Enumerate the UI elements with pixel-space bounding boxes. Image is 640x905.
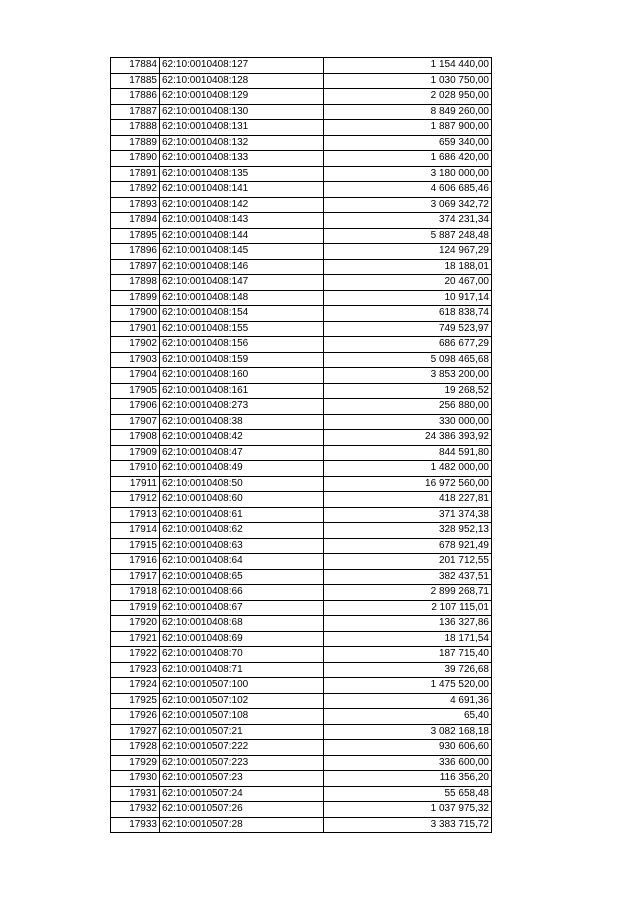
table-row — [111, 538, 492, 554]
table-row — [111, 771, 492, 787]
table-row — [111, 430, 492, 446]
cadastral-number-cell: 62:10:0010507:24 — [160, 786, 324, 802]
value-cell: 1 030 750,00 — [324, 73, 492, 89]
value-cell: 618 838,74 — [324, 306, 492, 322]
value-cell: 65,40 — [324, 709, 492, 725]
value-cell: 3 069 342,72 — [324, 197, 492, 213]
row-number-cell: 17904 — [111, 368, 160, 384]
table-row — [111, 600, 492, 616]
table-row — [111, 709, 492, 725]
table-row — [111, 678, 492, 694]
value-cell: 1 686 420,00 — [324, 151, 492, 167]
value-cell: 8 849 260,00 — [324, 104, 492, 120]
row-number-cell: 17901 — [111, 321, 160, 337]
cadastral-number-cell: 62:10:0010408:49 — [160, 461, 324, 477]
cadastral-number-cell: 62:10:0010408:65 — [160, 569, 324, 585]
cadastral-number-cell: 62:10:0010507:222 — [160, 740, 324, 756]
row-number-cell: 17915 — [111, 538, 160, 554]
row-number-cell: 17902 — [111, 337, 160, 353]
cadastral-number-cell: 62:10:0010408:145 — [160, 244, 324, 260]
row-number-cell: 17903 — [111, 352, 160, 368]
value-cell: 336 600,00 — [324, 755, 492, 771]
row-number-cell: 17918 — [111, 585, 160, 601]
row-number-cell: 17885 — [111, 73, 160, 89]
cadastral-number-cell: 62:10:0010507:28 — [160, 817, 324, 833]
value-cell: 16 972 560,00 — [324, 476, 492, 492]
value-cell: 371 374,38 — [324, 507, 492, 523]
value-cell: 10 917,14 — [324, 290, 492, 306]
table-row — [111, 740, 492, 756]
table-row — [111, 523, 492, 539]
row-number-cell: 17906 — [111, 399, 160, 415]
cadastral-number-cell: 62:10:0010408:60 — [160, 492, 324, 508]
table-row — [111, 647, 492, 663]
row-number-cell: 17900 — [111, 306, 160, 322]
value-cell: 1 475 520,00 — [324, 678, 492, 694]
value-cell: 1 482 000,00 — [324, 461, 492, 477]
value-cell: 1 154 440,00 — [324, 58, 492, 74]
table-row — [111, 290, 492, 306]
cadastral-number-cell: 62:10:0010408:147 — [160, 275, 324, 291]
cadastral-number-cell: 62:10:0010408:71 — [160, 662, 324, 678]
table-row — [111, 492, 492, 508]
row-number-cell: 17924 — [111, 678, 160, 694]
table-row — [111, 73, 492, 89]
table-row — [111, 135, 492, 151]
value-cell: 328 952,13 — [324, 523, 492, 539]
row-number-cell: 17933 — [111, 817, 160, 833]
value-cell: 330 000,00 — [324, 414, 492, 430]
table-row — [111, 228, 492, 244]
value-cell: 5 887 248,48 — [324, 228, 492, 244]
table-row — [111, 693, 492, 709]
value-cell: 374 231,34 — [324, 213, 492, 229]
cadastral-number-cell: 62:10:0010408:68 — [160, 616, 324, 632]
table-body — [111, 58, 492, 833]
row-number-cell: 17923 — [111, 662, 160, 678]
table-row — [111, 414, 492, 430]
value-cell: 1 037 975,32 — [324, 802, 492, 818]
value-cell: 5 098 465,68 — [324, 352, 492, 368]
cadastral-number-cell: 62:10:0010408:127 — [160, 58, 324, 74]
row-number-cell: 17930 — [111, 771, 160, 787]
row-number-cell: 17920 — [111, 616, 160, 632]
table-row — [111, 554, 492, 570]
cadastral-number-cell: 62:10:0010408:63 — [160, 538, 324, 554]
value-cell: 2 028 950,00 — [324, 89, 492, 105]
row-number-cell: 17925 — [111, 693, 160, 709]
cadastral-number-cell: 62:10:0010507:108 — [160, 709, 324, 725]
cadastral-number-cell: 62:10:0010507:100 — [160, 678, 324, 694]
value-cell: 3 082 168,18 — [324, 724, 492, 740]
row-number-cell: 17887 — [111, 104, 160, 120]
value-cell: 4 691,36 — [324, 693, 492, 709]
value-cell: 418 227,81 — [324, 492, 492, 508]
value-cell: 3 180 000,00 — [324, 166, 492, 182]
row-number-cell: 17893 — [111, 197, 160, 213]
table-row — [111, 399, 492, 415]
cadastral-number-cell: 62:10:0010408:131 — [160, 120, 324, 136]
cadastral-number-cell: 62:10:0010408:143 — [160, 213, 324, 229]
table-row — [111, 120, 492, 136]
cadastral-number-cell: 62:10:0010408:50 — [160, 476, 324, 492]
value-cell: 1 887 900,00 — [324, 120, 492, 136]
row-number-cell: 17895 — [111, 228, 160, 244]
cadastral-number-cell: 62:10:0010507:102 — [160, 693, 324, 709]
cadastral-number-cell: 62:10:0010408:146 — [160, 259, 324, 275]
row-number-cell: 17897 — [111, 259, 160, 275]
row-number-cell: 17931 — [111, 786, 160, 802]
cadastral-number-cell: 62:10:0010408:67 — [160, 600, 324, 616]
table-row — [111, 352, 492, 368]
row-number-cell: 17890 — [111, 151, 160, 167]
value-cell: 3 383 715,72 — [324, 817, 492, 833]
table-row — [111, 383, 492, 399]
value-cell: 930 606,60 — [324, 740, 492, 756]
cadastral-number-cell: 62:10:0010408:132 — [160, 135, 324, 151]
row-number-cell: 17917 — [111, 569, 160, 585]
table-row — [111, 616, 492, 632]
value-cell: 18 171,54 — [324, 631, 492, 647]
row-number-cell: 17913 — [111, 507, 160, 523]
cadastral-number-cell: 62:10:0010408:161 — [160, 383, 324, 399]
value-cell: 201 712,55 — [324, 554, 492, 570]
cadastral-number-cell: 62:10:0010408:66 — [160, 585, 324, 601]
cadastral-number-cell: 62:10:0010507:26 — [160, 802, 324, 818]
row-number-cell: 17921 — [111, 631, 160, 647]
cadastral-number-cell: 62:10:0010507:23 — [160, 771, 324, 787]
table-row — [111, 182, 492, 198]
cadastral-number-cell: 62:10:0010507:21 — [160, 724, 324, 740]
table-row — [111, 507, 492, 523]
table-row — [111, 476, 492, 492]
row-number-cell: 17888 — [111, 120, 160, 136]
table-row — [111, 321, 492, 337]
cadastral-number-cell: 62:10:0010408:142 — [160, 197, 324, 213]
cadastral-number-cell: 62:10:0010408:155 — [160, 321, 324, 337]
row-number-cell: 17892 — [111, 182, 160, 198]
row-number-cell: 17891 — [111, 166, 160, 182]
row-number-cell: 17911 — [111, 476, 160, 492]
cadastral-number-cell: 62:10:0010507:223 — [160, 755, 324, 771]
table-row — [111, 213, 492, 229]
value-cell: 686 677,29 — [324, 337, 492, 353]
cadastral-number-cell: 62:10:0010408:154 — [160, 306, 324, 322]
value-cell: 39 726,68 — [324, 662, 492, 678]
value-cell: 2 107 115,01 — [324, 600, 492, 616]
value-cell: 24 386 393,92 — [324, 430, 492, 446]
table-row — [111, 151, 492, 167]
table-row — [111, 368, 492, 384]
row-number-cell: 17899 — [111, 290, 160, 306]
table-row — [111, 89, 492, 105]
table-row — [111, 104, 492, 120]
cadastral-number-cell: 62:10:0010408:64 — [160, 554, 324, 570]
table-row — [111, 445, 492, 461]
value-cell: 136 327,86 — [324, 616, 492, 632]
cadastral-number-cell: 62:10:0010408:148 — [160, 290, 324, 306]
value-cell: 659 340,00 — [324, 135, 492, 151]
value-cell: 4 606 685,46 — [324, 182, 492, 198]
row-number-cell: 17907 — [111, 414, 160, 430]
cadastral-number-cell: 62:10:0010408:156 — [160, 337, 324, 353]
row-number-cell: 17929 — [111, 755, 160, 771]
row-number-cell: 17909 — [111, 445, 160, 461]
cadastral-number-cell: 62:10:0010408:47 — [160, 445, 324, 461]
table-row — [111, 662, 492, 678]
row-number-cell: 17916 — [111, 554, 160, 570]
value-cell: 55 658,48 — [324, 786, 492, 802]
cadastral-number-cell: 62:10:0010408:133 — [160, 151, 324, 167]
cadastral-number-cell: 62:10:0010408:160 — [160, 368, 324, 384]
row-number-cell: 17886 — [111, 89, 160, 105]
row-number-cell: 17922 — [111, 647, 160, 663]
table-row — [111, 337, 492, 353]
value-cell: 3 853 200,00 — [324, 368, 492, 384]
table-row — [111, 755, 492, 771]
row-number-cell: 17914 — [111, 523, 160, 539]
row-number-cell: 17932 — [111, 802, 160, 818]
value-cell: 20 467,00 — [324, 275, 492, 291]
row-number-cell: 17898 — [111, 275, 160, 291]
row-number-cell: 17927 — [111, 724, 160, 740]
value-cell: 844 591,80 — [324, 445, 492, 461]
cadastral-number-cell: 62:10:0010408:38 — [160, 414, 324, 430]
row-number-cell: 17910 — [111, 461, 160, 477]
value-cell: 382 437,51 — [324, 569, 492, 585]
table-row — [111, 259, 492, 275]
cadastral-number-cell: 62:10:0010408:69 — [160, 631, 324, 647]
cadastral-number-cell: 62:10:0010408:62 — [160, 523, 324, 539]
cadastral-number-cell: 62:10:0010408:42 — [160, 430, 324, 446]
value-cell: 124 967,29 — [324, 244, 492, 260]
table-row — [111, 275, 492, 291]
table-row — [111, 569, 492, 585]
value-cell: 18 188,01 — [324, 259, 492, 275]
row-number-cell: 17884 — [111, 58, 160, 74]
value-cell: 2 899 268,71 — [324, 585, 492, 601]
row-number-cell: 17928 — [111, 740, 160, 756]
value-cell: 256 880,00 — [324, 399, 492, 415]
row-number-cell: 17889 — [111, 135, 160, 151]
table-row — [111, 197, 492, 213]
cadastral-number-cell: 62:10:0010408:273 — [160, 399, 324, 415]
table-row — [111, 585, 492, 601]
row-number-cell: 17919 — [111, 600, 160, 616]
cadastral-number-cell: 62:10:0010408:70 — [160, 647, 324, 663]
table-row — [111, 306, 492, 322]
row-number-cell: 17894 — [111, 213, 160, 229]
row-number-cell: 17905 — [111, 383, 160, 399]
value-cell: 749 523,97 — [324, 321, 492, 337]
cadastral-number-cell: 62:10:0010408:141 — [160, 182, 324, 198]
value-cell: 187 715,40 — [324, 647, 492, 663]
value-cell: 116 356,20 — [324, 771, 492, 787]
row-number-cell: 17908 — [111, 430, 160, 446]
row-number-cell: 17912 — [111, 492, 160, 508]
cadastral-number-cell: 62:10:0010408:129 — [160, 89, 324, 105]
value-cell: 678 921,49 — [324, 538, 492, 554]
row-number-cell: 17926 — [111, 709, 160, 725]
value-cell: 19 268,52 — [324, 383, 492, 399]
table-row — [111, 786, 492, 802]
data-table — [110, 57, 492, 833]
table-row — [111, 724, 492, 740]
table-row — [111, 631, 492, 647]
cadastral-number-cell: 62:10:0010408:130 — [160, 104, 324, 120]
table-row — [111, 802, 492, 818]
cadastral-number-cell: 62:10:0010408:144 — [160, 228, 324, 244]
table-row — [111, 244, 492, 260]
table-row — [111, 166, 492, 182]
table-row — [111, 461, 492, 477]
row-number-cell: 17896 — [111, 244, 160, 260]
cadastral-number-cell: 62:10:0010408:159 — [160, 352, 324, 368]
cadastral-number-cell: 62:10:0010408:128 — [160, 73, 324, 89]
cadastral-number-cell: 62:10:0010408:135 — [160, 166, 324, 182]
cadastral-number-cell: 62:10:0010408:61 — [160, 507, 324, 523]
table-row — [111, 817, 492, 833]
table-row — [111, 58, 492, 74]
